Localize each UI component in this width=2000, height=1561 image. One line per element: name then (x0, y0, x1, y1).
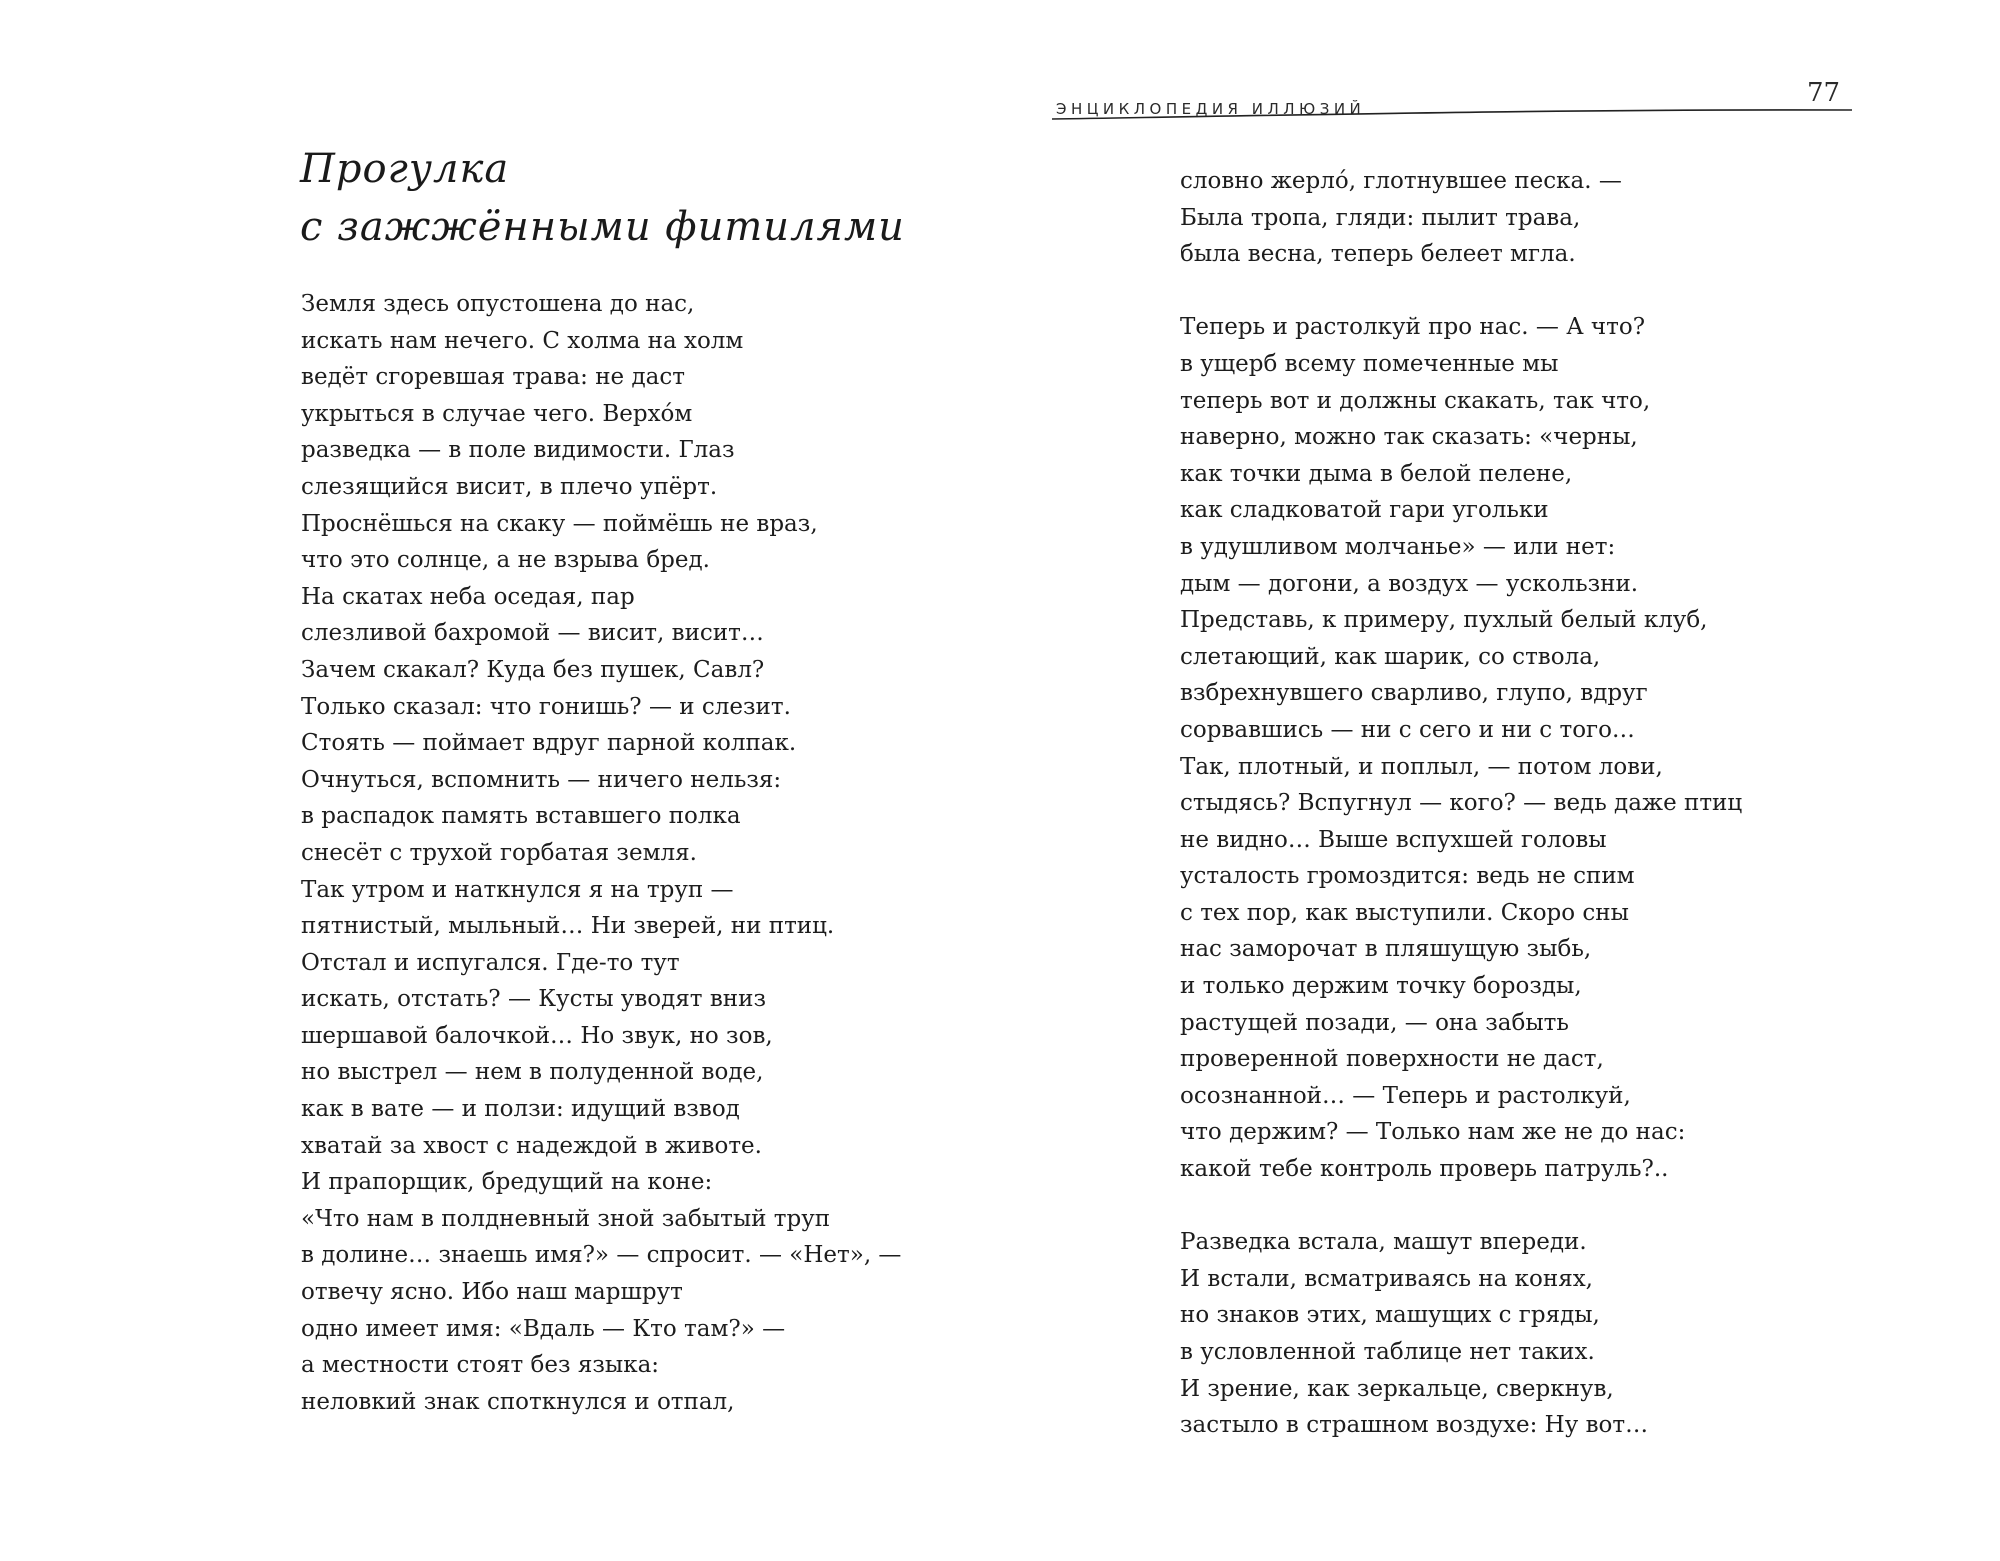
verse-line: как в вате — и ползи: идущий взвод (301, 1096, 740, 1123)
verse-line: ведёт сгоревшая трава: не даст (301, 364, 685, 391)
verse-line: пятнистый, мыльный… Ни зверей, ни птиц. (301, 913, 835, 940)
verse-line: И встали, всматриваясь на конях, (1180, 1265, 1593, 1292)
verse-line: И зрение, как зеркальце, сверкнув, (1180, 1375, 1614, 1402)
verse-line: «Что нам в полдневный зной забытый труп (301, 1205, 831, 1232)
verse-line: слезливой бахромой — висит, висит… (301, 620, 764, 647)
verse-line: шершавой балочкой… Но звук, но зов, (301, 1022, 773, 1049)
verse-line: разведка — в поле видимости. Глаз (301, 437, 735, 464)
verse-line: стыдясь? Вспугнул — кого? — ведь даже птиц (1180, 790, 1743, 817)
verse-line: И прапорщик, бредущий на коне: (301, 1169, 713, 1196)
verse-line: Представь, к примеру, пухлый белый клуб, (1180, 607, 1708, 634)
poem-title (300, 140, 905, 256)
running-head: ЭНЦИКЛОПЕДИЯ ИЛЛЮЗИЙ (1056, 100, 1366, 118)
verse-line: искать, отстать? — Кусты уводят вниз (301, 986, 766, 1013)
verse-line: проверенной поверхности не даст, (1180, 1046, 1604, 1073)
verse-line: слетающий, как шарик, со ствола, (1180, 643, 1601, 670)
verse-line: а местности стоят без языка: (301, 1352, 660, 1379)
verse-line: застыло в страшном воздухе: Ну вот… (1180, 1412, 1649, 1439)
verse-line: Проснёшься на скаку — поймёшь не враз, (301, 510, 818, 537)
verse-line: Теперь и растолкуй про нас. — А что? (1180, 314, 1646, 341)
stanza-break (1180, 1188, 1742, 1225)
verse-line: Отстал и испугался. Где-то тут (301, 949, 680, 976)
verse-right-column (1180, 163, 1742, 1444)
verse-line: Только сказал: что гонишь? — и слезит. (301, 693, 791, 720)
verse-line: усталость громоздится: ведь не спим (1180, 863, 1635, 890)
verse-line: искать нам нечего. С холма на холм (301, 327, 744, 354)
verse-line: слезящийся висит, в плечо упёрт. (301, 473, 718, 500)
right-page (1000, 0, 2000, 1561)
verse-line: в долине… знаешь имя?» — спросит. — «Нет», — (301, 1242, 902, 1269)
verse-line: Стоять — поймает вдруг парной колпак. (301, 730, 797, 757)
verse-line: что это солнце, а не взрыва бред. (301, 547, 710, 574)
verse-line: одно имеет имя: «Вдаль — Кто там?» — (301, 1315, 786, 1342)
verse-line: неловкий знак споткнулся и отпал, (301, 1388, 735, 1415)
verse-line: сорвавшись — ни с сего и ни с того… (1180, 716, 1635, 743)
verse-line: но знаков этих, машущих с гряды, (1180, 1302, 1600, 1329)
verse-line: дым — догони, а воздух — ускользни. (1180, 570, 1639, 597)
verse-left-column (301, 286, 901, 1420)
verse-line: Так утром и наткнулся я на труп — (301, 876, 734, 903)
verse-line: словно жерло́, глотнувшее песка. — (1180, 168, 1622, 194)
stanza-break (1180, 273, 1742, 310)
verse-line: наверно, можно так сказать: «черны, (1180, 424, 1638, 451)
verse-line: как точки дыма в белой пелене, (1180, 460, 1573, 487)
verse-line: взбрехнувшего сварливо, глупо, вдруг (1180, 680, 1648, 707)
verse-line: Была тропа, гляди: пылит трава, (1180, 204, 1581, 231)
page-number: 77 (1807, 78, 1841, 108)
verse-line: Так, плотный, и поплыл, — потом лови, (1180, 753, 1663, 780)
poem-title-line-2: с зажжёнными фитилями (300, 204, 905, 250)
verse-line: была весна, теперь белеет мгла. (1180, 241, 1576, 268)
verse-line: хватай за хвост с надеждой в животе. (301, 1132, 762, 1159)
verse-line: что держим? — Только нам же не до нас: (1180, 1119, 1686, 1146)
verse-line: в ущерб всему помеченные мы (1180, 350, 1559, 377)
verse-line: растущей позади, — она забыть (1180, 1009, 1569, 1036)
verse-line: и только держим точку борозды, (1180, 973, 1582, 1000)
verse-line: Очнуться, вспомнить — ничего нельзя: (301, 766, 782, 793)
verse-line: с тех пор, как выступили. Скоро сны (1180, 899, 1629, 926)
verse-line: теперь вот и должны скакать, так что, (1180, 387, 1651, 414)
verse-line: Разведка встала, машут впереди. (1180, 1229, 1587, 1256)
verse-line: осознанной… — Теперь и растолкуй, (1180, 1082, 1631, 1109)
verse-line: в распадок память вставшего полка (301, 803, 741, 830)
verse-line: снесёт с трухой горбатая земля. (301, 839, 697, 866)
header-rule (1052, 104, 1852, 124)
verse-line: нас заморочат в пляшущую зыбь, (1180, 936, 1592, 963)
verse-line: но выстрел — нем в полуденной воде, (301, 1059, 764, 1086)
verse-line: отвечу ясно. Ибо наш маршрут (301, 1279, 683, 1306)
poem-title-line-1: Прогулка (300, 146, 510, 192)
verse-line: в условленной таблице нет таких. (1180, 1339, 1595, 1365)
verse-line: Зачем скакал? Куда без пушек, Савл? (301, 656, 765, 683)
verse-line: не видно… Выше вспухшей головы (1180, 826, 1607, 853)
verse-line: Земля здесь опустошена до нас, (301, 291, 695, 317)
verse-line: На скатах неба оседая, пар (301, 583, 635, 610)
verse-line: как сладковатой гари угольки (1180, 497, 1549, 524)
verse-line: в удушливом молчанье» — или нет: (1180, 533, 1616, 560)
verse-line: какой тебе контроль проверь патруль?.. (1180, 1156, 1669, 1183)
verse-line: укрыться в случае чего. Верхо́м (301, 400, 693, 427)
